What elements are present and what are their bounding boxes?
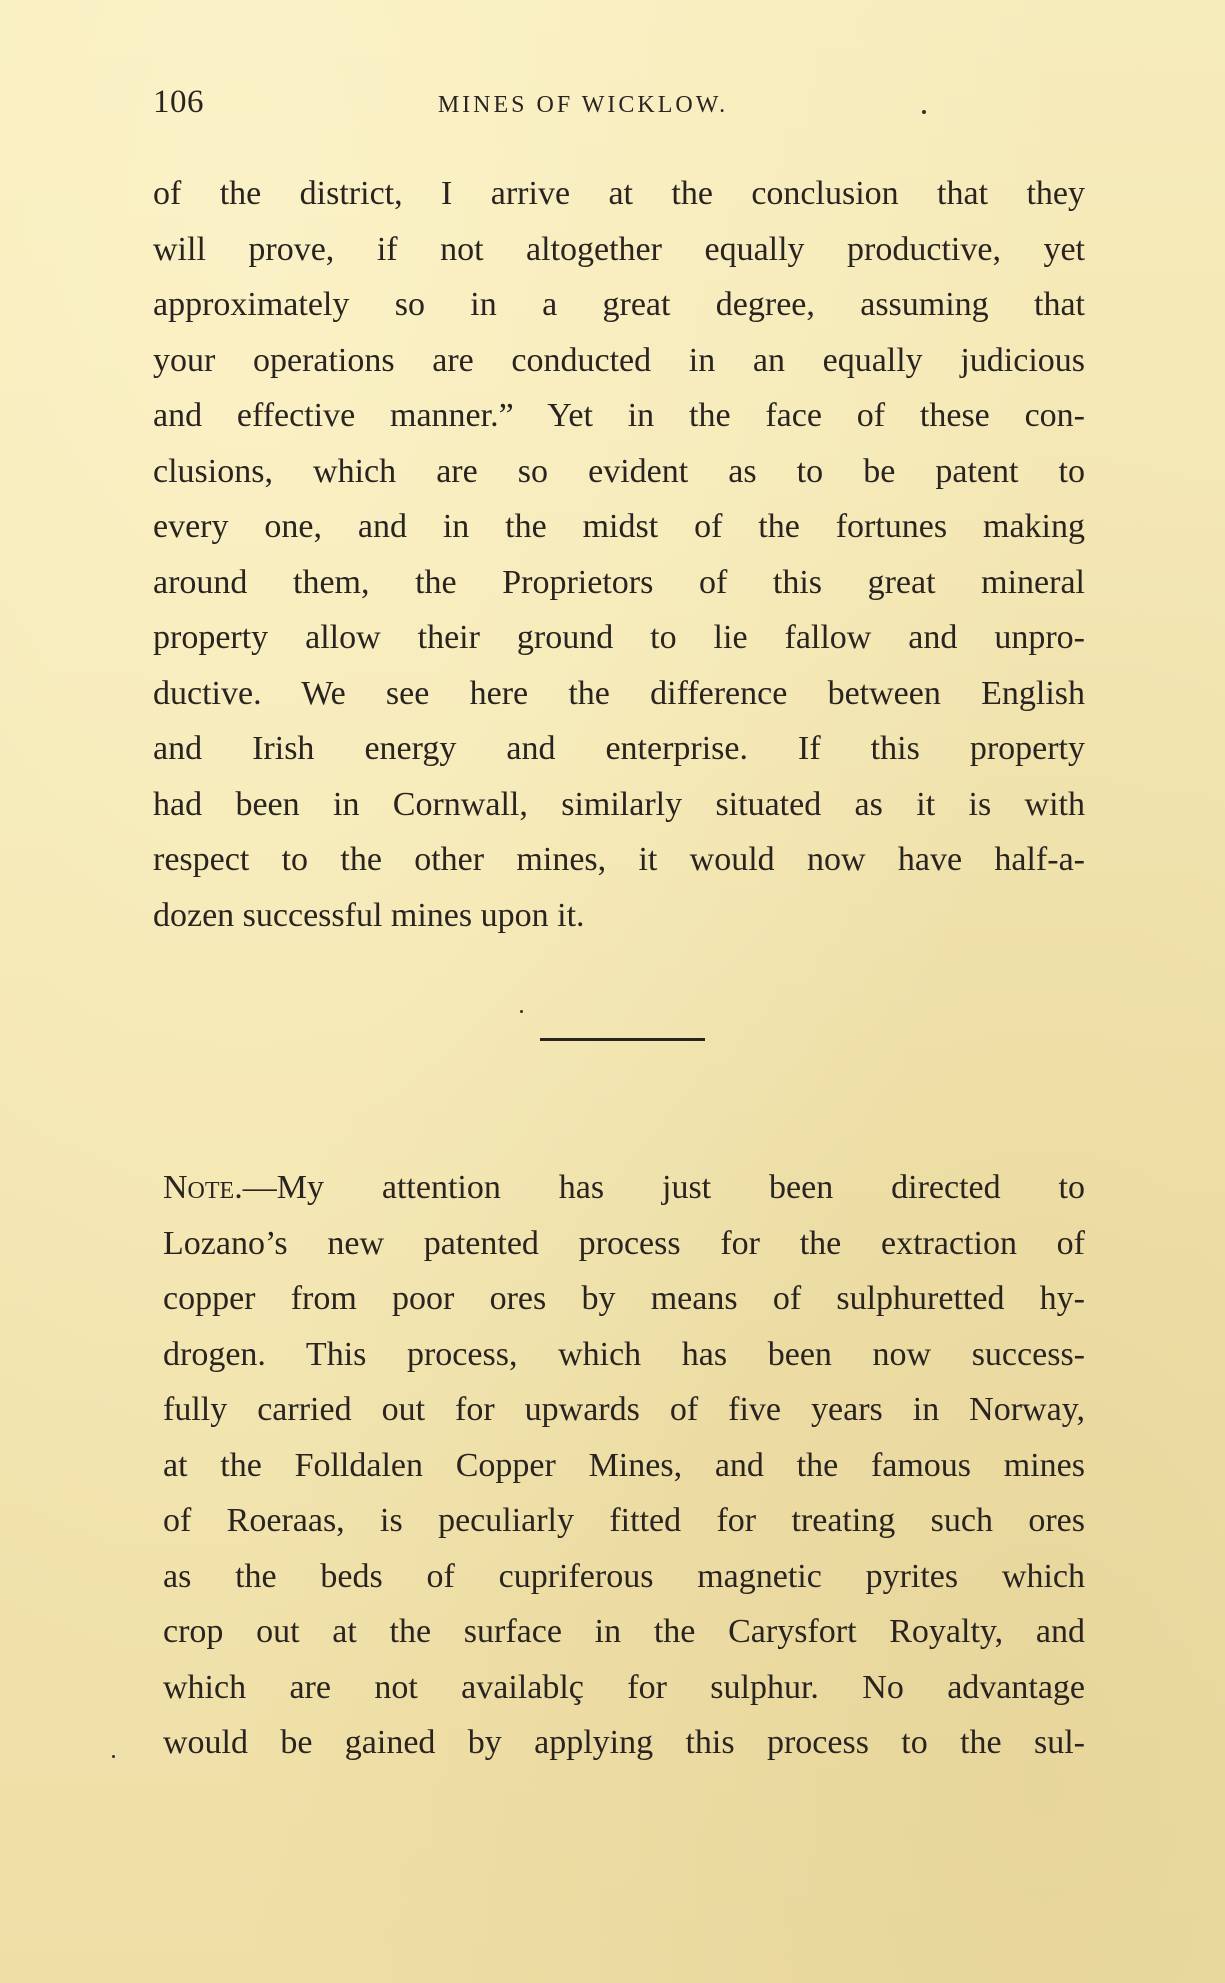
text-line: had been in Cornwall, similarly situated as it is with [153, 785, 1085, 823]
text-line: dozen successful mines upon it. [153, 896, 585, 934]
note-label: Note. [163, 1169, 243, 1206]
page-number: 106 [153, 84, 204, 120]
text-line: Lozano’s new patented process for the extraction of [163, 1224, 1085, 1262]
paper-speck [922, 110, 926, 114]
text-line: of Roeraas, is peculiarly fitted for treating such ores [163, 1502, 1085, 1539]
text-line: which are not availablç for sulphur. No advantage [163, 1668, 1085, 1706]
text-line: around them, the Proprietors of this great mineral [153, 563, 1085, 601]
text-line: crop out at the surface in the Carysfort Royalty, and [163, 1613, 1085, 1650]
paper-speck [520, 1010, 523, 1013]
text-line: your operations are conducted in an equally judicious [153, 341, 1085, 379]
running-head: MINES OF WICKLOW. [437, 92, 729, 118]
main-paragraph [153, 166, 1085, 943]
text-line: every one, and in the midst of the fortunes making [153, 508, 1085, 545]
section-divider [540, 1038, 705, 1041]
text-line: respect to the other mines, it would now have half-a- [153, 841, 1085, 878]
text-line: fully carried out for upwards of five years in Norway, [163, 1391, 1085, 1428]
text-line: ductive. We see here the difference between English [153, 674, 1085, 712]
note-first-line [163, 1160, 1085, 1216]
page-header [153, 84, 1083, 134]
text-line: would be gained by applying this process to the sul- [163, 1724, 1085, 1761]
text-line: and Irish energy and enterprise. If this property [153, 730, 1085, 767]
text-line: at the Folldalen Copper Mines, and the famous mines [163, 1446, 1085, 1484]
text-line: copper from poor ores by means of sulphuretted hy- [163, 1280, 1085, 1317]
text-line: will prove, if not altogether equally productive, yet [153, 230, 1085, 268]
text-line: as the beds of cupriferous magnetic pyrites which [163, 1557, 1085, 1595]
text-line: clusions, which are so evident as to be patent to [153, 452, 1085, 490]
text-line: of the district, I arrive at the conclusion that they [153, 175, 1085, 212]
paper-speck [112, 1755, 115, 1758]
text-line: property allow their ground to lie fallow and unpro- [153, 619, 1085, 656]
note-paragraph [163, 1160, 1085, 1771]
text-line: and effective manner.” Yet in the face of these con- [153, 397, 1085, 434]
note-first-line-text: —My attention has just been directed to [242, 1169, 1085, 1206]
text-line: approximately so in a great degree, assuming that [153, 286, 1085, 323]
text-line: drogen. This process, which has been now success- [163, 1335, 1085, 1373]
